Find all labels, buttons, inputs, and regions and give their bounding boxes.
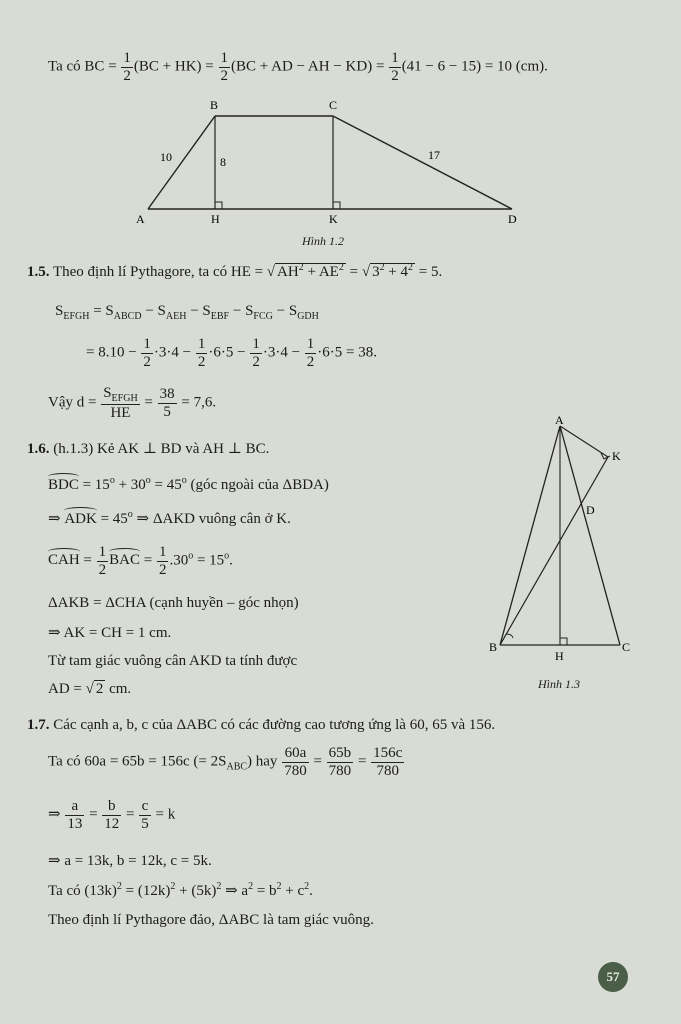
ex-1-6-line6: ⇒ AK = CH = 1 cm.	[48, 625, 172, 641]
fig13-label-a: A	[555, 413, 564, 427]
ex-1-6-line4: CAH = $\frac{1}{2}$ BAC = $\frac{1}{2}$ $.30^o = 15^o$.	[48, 544, 233, 578]
figure-1-2	[130, 96, 530, 246]
ex-1-7-line1: 1.7. Các cạnh a, b, c của ΔABC có các đường cao tương ứng là 60, 65 và 156.	[27, 717, 496, 733]
fig12-label-b: B	[210, 98, 219, 112]
fig12-length-ab: 10	[160, 150, 172, 164]
fig12-label-c: C	[329, 98, 338, 112]
ex-1-7-line6: Theo định lí Pythagore đảo, ΔABC là tam giác vuông.	[48, 912, 374, 928]
fig12-caption: Hình 1.2	[302, 234, 344, 248]
ex-1-6-line3: ⇒ ADK = $45^o$ ⇒ ΔAKD vuông cân ở K.	[48, 509, 291, 527]
page-number: 57	[598, 962, 628, 992]
fig12-label-k: K	[329, 212, 338, 226]
ex-1-7-line3: ⇒ $\frac{a}{13}$ = $\frac{b}{12}$ = $\frac{c}{5}$ = k	[48, 798, 176, 832]
fig12-label-a: A	[136, 212, 145, 226]
fig13-label-d: D	[586, 503, 595, 517]
fig13-label-b: B	[489, 640, 498, 654]
ex-1-6-line2: BDC = $15^o + 30^o = 45^o$ (góc ngoài của ΔBDA)	[48, 475, 329, 493]
ex-1-7-line5: Ta có $(13k)^2 = (12k)^2 + (5k)^2$ ⇒ $a^2 = b^2 + c^2$.	[48, 881, 313, 899]
fig12-label-d: D	[508, 212, 517, 226]
fig12-length-bh: 8	[220, 155, 226, 169]
fig13-label-k: K	[612, 449, 621, 463]
ex-1-6-line1: 1.6. (h.1.3) Kẻ AK ⊥ BD và AH ⊥ BC.	[27, 441, 270, 457]
ex-1-5-line4: Vậy d = $\frac{S_{EFGH}}{HE}$ = $\frac{38}{5}$ = 7,6.	[48, 385, 217, 421]
fig12-label-h: H	[211, 212, 220, 226]
ex-1-6-line7: Từ tam giác vuông cân AKD ta tính được	[48, 653, 298, 669]
fig13-label-c: C	[622, 640, 631, 654]
fig13-label-h: H	[555, 649, 564, 663]
figure-1-3	[484, 412, 644, 667]
line-bc: Ta có BC = $\frac{1}{2}$ (BC + HK) = $\frac{1}{2}$ (BC + AD − AH − KD) = $\frac{1}{2}$ (41 − 6 − 15) = 10 (cm).	[48, 50, 548, 84]
ex-1-5-line1: 1.5. Theo định lí Pythagore, ta có HE = √ $AH^2 + AE^2$ = √ $3^2 + 4^2 = 5$.	[27, 262, 443, 280]
ex-1-6-line8: AD = √ 2 cm.	[48, 681, 132, 697]
ex-1-5-line3: = 8.10 − $\frac{1}{2}$ ·3·4 − $\frac{1}{2}$ ·6·5 − $\frac{1}{2}$ ·3·4 − $\frac{1}{2}$ ·6·5 = 38.	[86, 336, 377, 370]
ex-1-5-line2: $S_{EFGH} = S_{ABCD} - S_{AEH} - S_{EBF} - S_{FCG} - S_{GDH}$	[55, 303, 319, 322]
fig12-length-cd: 17	[428, 148, 440, 162]
ex-1-7-line2: Ta có 60a = 65b = 156c (= $2S_{ABC}$) hay $\frac{60a}{780}$ = $\frac{65b}{780}$ = $\frac{156c}{780}$	[48, 745, 403, 779]
ex-1-6-line5: ΔAKB = ΔCHA (cạnh huyền – góc nhọn)	[48, 595, 299, 611]
ex-1-7-line4: ⇒ a = 13k, b = 12k, c = 5k.	[48, 853, 212, 869]
fig13-caption: Hình 1.3	[538, 677, 580, 691]
